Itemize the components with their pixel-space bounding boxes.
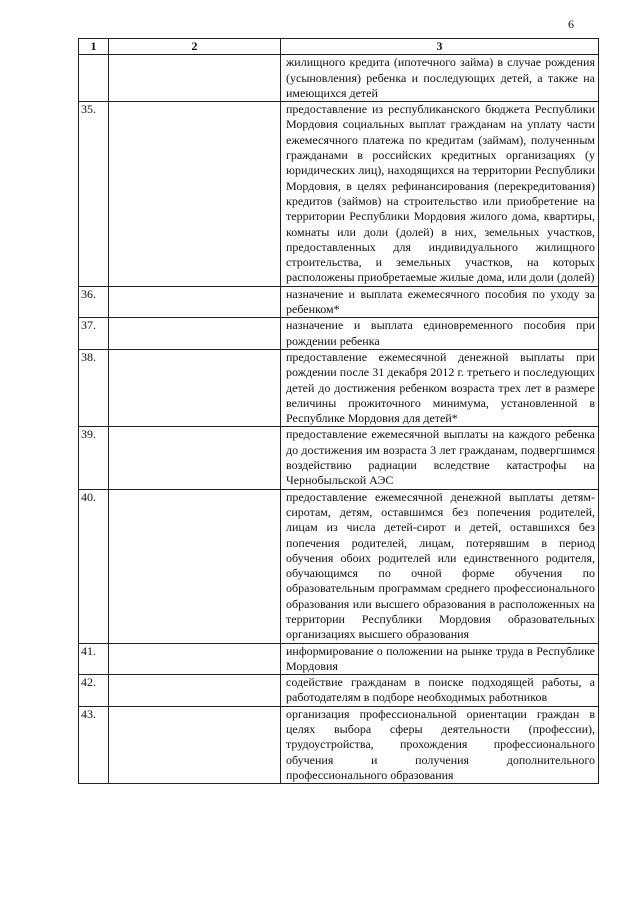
row-col-2: [109, 349, 281, 426]
row-number: 43.: [79, 706, 109, 783]
row-number: [79, 55, 109, 102]
row-number: 41.: [79, 643, 109, 675]
header-col-1: 1: [79, 39, 109, 55]
row-col-2: [109, 286, 281, 318]
row-col-2: [109, 489, 281, 643]
table-row: [79, 55, 599, 102]
row-col-2: [109, 706, 281, 783]
row-col-2: [109, 102, 281, 287]
row-number: 42.: [79, 675, 109, 707]
header-col-2: 2: [109, 39, 281, 55]
table-row: [79, 318, 599, 350]
row-number: 40.: [79, 489, 109, 643]
row-text: предоставление ежемесячной выплаты на каждого ребенка до достижения им возраста 3 лет гражданам, подвергшимся воздействию радиации вследствие катастрофы на Чернобыльской АЭС: [281, 427, 599, 489]
row-text: жилищного кредита (ипотечного займа) в случае рождения (усыновления) ребенка и последующих детей, а также на имеющихся детей: [281, 55, 599, 102]
services-table: [78, 38, 599, 784]
table-header-row: [79, 39, 599, 55]
table-row: [79, 675, 599, 707]
row-number: 39.: [79, 427, 109, 489]
row-col-2: [109, 675, 281, 707]
row-col-2: [109, 55, 281, 102]
row-col-2: [109, 427, 281, 489]
page-number: 6: [568, 17, 574, 31]
row-text: предоставление из республиканского бюджета Республики Мордовия социальных выплат гражданам на уплату части ежемесячного платежа по кредитам (займам), полученным гражданами в российских кредитных организациях (у юридических лиц), находящихся на территории Республики Мордовия, в целях рефинансирования (перекредитования) кредитов (займов) на строительство или приобретение на территории Республики Мордовия жилого дома, квартиры, комнаты или доли (долей) в них, земельных участков, предоставленных для индивидуального жилищного строительства, и земельных участков, на которых расположены приобретаемые жилые дома, или доли (долей): [281, 102, 599, 287]
row-text: предоставление ежемесячной денежной выплаты при рождении после 31 декабря 2012 г. третьего и последующих детей до достижения ребенком возраста трех лет в размере величины прожиточного минимума, установленной в Республике Мордовия для детей*: [281, 349, 599, 426]
table-row: [79, 489, 599, 643]
header-col-3: 3: [281, 39, 599, 55]
row-text: содействие гражданам в поиске подходящей работы, а работодателям в подборе необходимых работников: [281, 675, 599, 707]
row-text: предоставление ежемесячной денежной выплаты детям-сиротам, детям, оставшимся без попечения родителей, лицам из числа детей-сирот и детей, оставшихся без попечения родителей, лицам, потерявшим в период обучения обоих родителей или единственного родителя, обучающимся по очной форме обучения по образовательным программам среднего профессионального образования или высшего образования в расположенных на территории Республики Мордовия образовательных организациях высшего образования: [281, 489, 599, 643]
row-number: 37.: [79, 318, 109, 350]
table-row: [79, 102, 599, 287]
row-text: организация профессиональной ориентации граждан в целях выбора сферы деятельности (профессии), трудоустройства, прохождения профессионального обучения и получения дополнительного профессионального образования: [281, 706, 599, 783]
table-row: [79, 349, 599, 426]
row-number: 36.: [79, 286, 109, 318]
row-col-2: [109, 318, 281, 350]
row-number: 35.: [79, 102, 109, 287]
row-text: назначение и выплата единовременного пособия при рождении ребенка: [281, 318, 599, 350]
row-number: 38.: [79, 349, 109, 426]
row-col-2: [109, 643, 281, 675]
row-text: назначение и выплата ежемесячного пособия по уходу за ребенком*: [281, 286, 599, 318]
table-row: [79, 286, 599, 318]
table-row: [79, 706, 599, 783]
table-row: [79, 427, 599, 489]
table-row: [79, 643, 599, 675]
row-text: информирование о положении на рынке труда в Республике Мордовия: [281, 643, 599, 675]
